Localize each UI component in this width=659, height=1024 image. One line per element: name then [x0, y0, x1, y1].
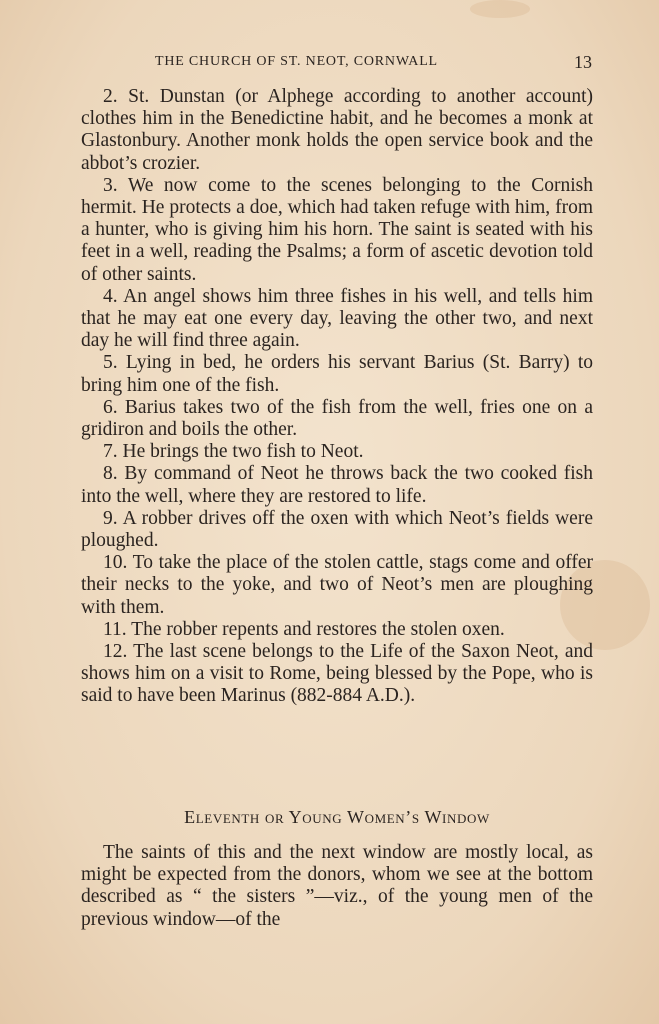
section-paragraph: The saints of this and the next window are mostly local, as might be expected from the donors, whom we see at the bottom described as “ the sisters ”—viz., of the young men of the previous window—of the [81, 842, 593, 930]
paragraph-9: 9. A robber drives off the oxen with which Neot’s fields were ploughed. [81, 507, 593, 552]
paragraph-12: 12. The last scene belongs to the Life of the Saxon Neot, and shows him on a visit to Rome, being blessed by the Pope, who is said to have been Marinus (882-884 A.D.). [81, 641, 593, 707]
paragraph-6: 6. Barius takes two of the fish from the well, fries one on a gridiron and boils the other. [81, 396, 593, 441]
paragraph-10: 10. To take the place of the stolen cattle, stags come and offer their necks to the yoke, and two of Neot’s men are ploughing with them. [81, 552, 593, 618]
paragraph-5: 5. Lying in bed, he orders his servant Barius (St. Barry) to bring him one of the fish. [81, 352, 593, 396]
paragraph-3: 3. We now come to the scenes belonging to the Cornish hermit. He protects a doe, which had taken refuge with him, from a hunter, who is giving him his horn. The saint is seated with his feet in a well, reading the Psalms; a form of ascetic devotion told of other saints. [81, 174, 593, 285]
section-heading: Eleventh or Young Women’s Window [184, 807, 490, 827]
paragraph-4: 4. An angel shows him three fishes in his well, and tells him that he may eat one every day, leaving the other two, and next day he will find three again. [81, 285, 593, 352]
page-header [80, 52, 592, 74]
paragraph-11: 11. The robber repents and restores the stolen oxen. [103, 618, 505, 640]
body-text [81, 86, 593, 708]
paragraph-7: 7. He brings the two fish to Neot. [103, 441, 364, 463]
paragraph-2: 2. St. Dunstan (or Alphege according to another account) clothes him in the Benedictine habit, and he becomes a monk at Glastonbury. Another monk holds the open service book and the abbot’s crozier. [81, 86, 593, 174]
section-body [81, 842, 593, 931]
paragraph-8: 8. By command of Neot he throws back the two cooked fish into the well, where they are restored to life. [81, 463, 593, 507]
paper-stain [470, 0, 530, 18]
page-number: 13 [574, 52, 592, 72]
running-head: THE CHURCH OF ST. NEOT, CORNWALL [155, 54, 438, 69]
